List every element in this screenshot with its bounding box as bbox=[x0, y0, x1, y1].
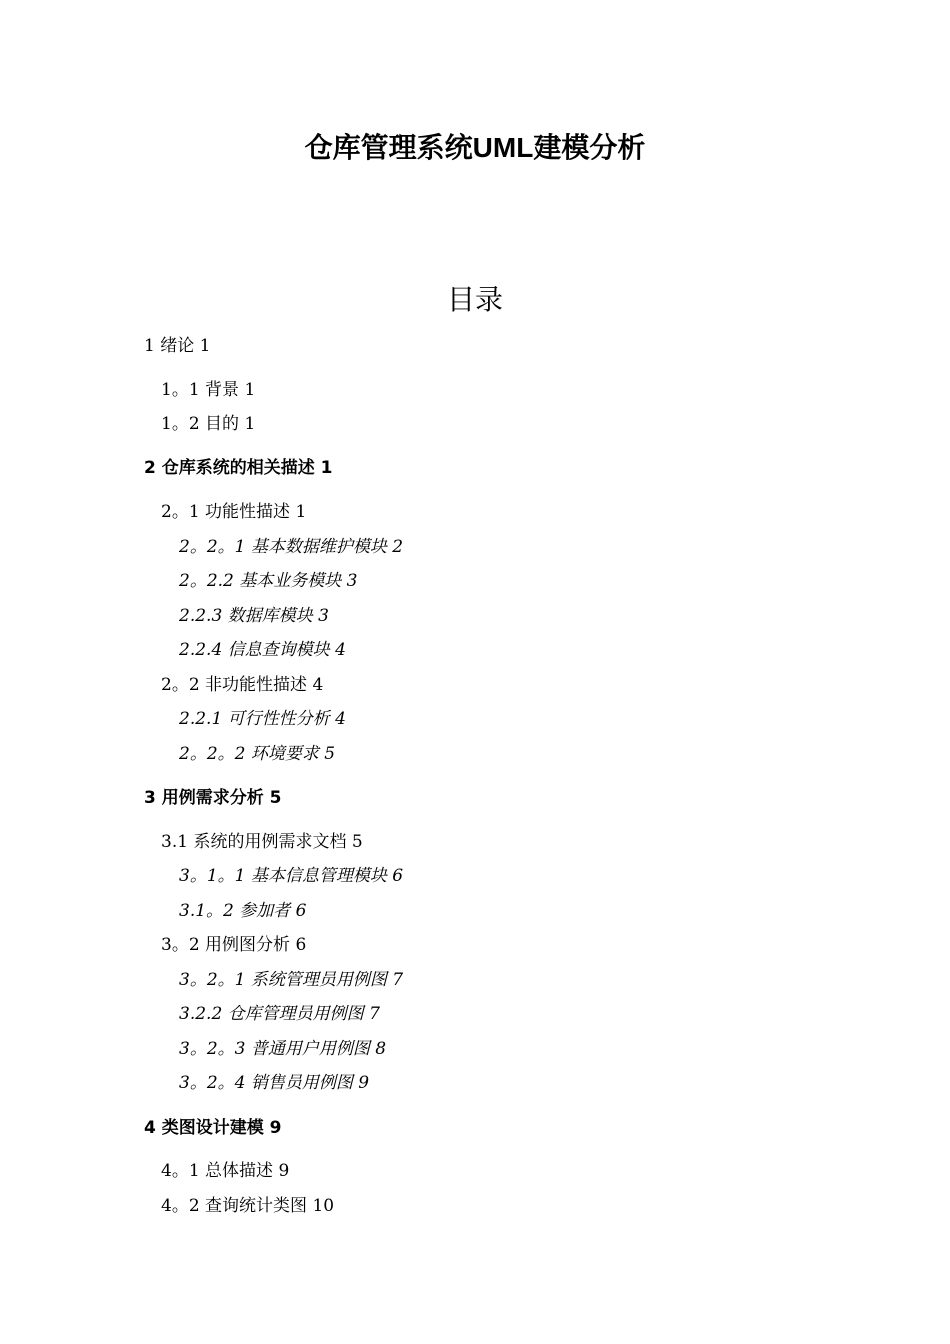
toc-entry-chapter-4[interactable]: 4 类图设计建模 9 bbox=[144, 1118, 282, 1138]
toc-entry-2-2-4[interactable]: 2.2.4 信息查询模块 4 bbox=[179, 640, 346, 660]
document-title: 仓库管理系统UML建模分析 bbox=[304, 132, 646, 163]
toc-entry-3-1[interactable]: 3.1 系统的用例需求文档 5 bbox=[161, 832, 363, 852]
toc-entry-chapter-2[interactable]: 2 仓库系统的相关描述 1 bbox=[144, 458, 333, 478]
toc-entry-3-2-1[interactable]: 3。2。1 系统管理员用例图 7 bbox=[179, 970, 404, 990]
toc-entry-2-2-1b[interactable]: 2.2.1 可行性性分析 4 bbox=[179, 709, 346, 729]
toc-entry-2-2-2b[interactable]: 2。2。2 环境要求 5 bbox=[179, 744, 336, 764]
toc-entry-4-2[interactable]: 4。2 查询统计类图 10 bbox=[161, 1196, 335, 1216]
toc-entry-3-2[interactable]: 3。2 用例图分析 6 bbox=[161, 935, 307, 955]
toc-entry-3-2-3[interactable]: 3。2。3 普通用户用例图 8 bbox=[179, 1039, 387, 1059]
toc-entry-4-1[interactable]: 4。1 总体描述 9 bbox=[161, 1161, 290, 1181]
toc-entry-1-2[interactable]: 1。2 目的 1 bbox=[161, 414, 256, 434]
toc-entry-3-1-1[interactable]: 3。1。1 基本信息管理模块 6 bbox=[179, 866, 404, 886]
toc-entry-2-1[interactable]: 2。1 功能性描述 1 bbox=[161, 502, 307, 522]
toc-entry-2-2-2[interactable]: 2。2.2 基本业务模块 3 bbox=[179, 571, 358, 591]
toc-heading: 目录 bbox=[446, 284, 503, 315]
toc-entry-2-2-1[interactable]: 2。2。1 基本数据维护模块 2 bbox=[179, 537, 404, 557]
toc-entry-2-2[interactable]: 2。2 非功能性描述 4 bbox=[161, 675, 324, 695]
toc-entry-chapter-1[interactable]: 1 绪论 1 bbox=[144, 336, 211, 356]
toc-entry-2-2-3[interactable]: 2.2.3 数据库模块 3 bbox=[179, 606, 329, 626]
toc-entry-3-2-2[interactable]: 3.2.2 仓库管理员用例图 7 bbox=[179, 1004, 380, 1024]
toc-entry-chapter-3[interactable]: 3 用例需求分析 5 bbox=[144, 788, 282, 808]
toc-entry-3-1-2[interactable]: 3.1。2 参加者 6 bbox=[179, 901, 307, 921]
toc-entry-3-2-4[interactable]: 3。2。4 销售员用例图 9 bbox=[179, 1073, 370, 1093]
toc-entry-1-1[interactable]: 1。1 背景 1 bbox=[161, 380, 256, 400]
